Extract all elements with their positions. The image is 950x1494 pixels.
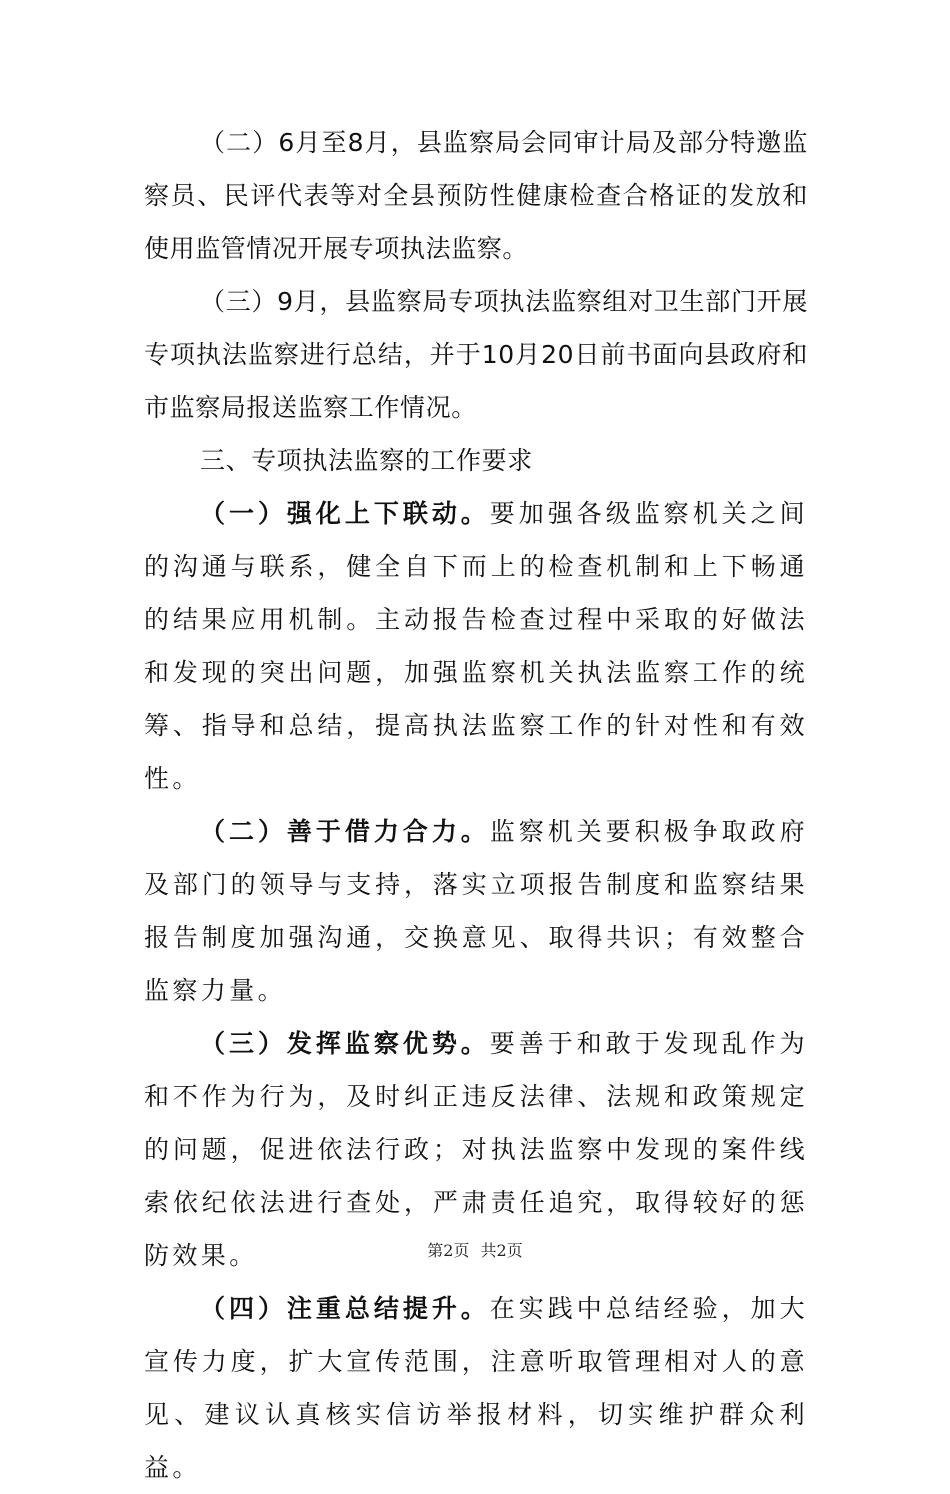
- requirement-text: 要加强各级监察机关之间的沟通与联系，健全自下而上的检查机制和上下畅通的结果应用机制。主动报告检查过程中采取的好做法和发现的突出问题，加强监察机关执法监察工作的统筹、指导和总结，提高执法监察工作的针对性和有效性。: [144, 499, 808, 793]
- requirement-text: 要善于和敢于发现乱作为和不作为行为，及时纠正违反法律、法规和政策规定的问题，促进依法行政；对执法监察中发现的案件线索依纪依法进行查处，严肃责任追究，取得较好的惩防效果。: [144, 1029, 808, 1270]
- paragraph-text: （二）6月至8月，县监察局会同审计局及部分特邀监察员、民评代表等对全县预防性健康检查合格证的发放和使用监管情况开展专项执法监察。: [144, 128, 808, 263]
- document-body: [144, 116, 808, 1494]
- requirement-heading: （一）强化上下联动。: [200, 499, 490, 528]
- requirement-4: [144, 1282, 808, 1494]
- page-footer: [0, 1238, 950, 1261]
- requirement-2: [144, 805, 808, 1017]
- paragraph-schedule-2: [144, 116, 808, 275]
- requirement-heading: （四）注重总结提升。: [200, 1294, 490, 1323]
- section-title: 三、专项执法监察的工作要求: [200, 446, 533, 475]
- paragraph-text: （三）9月，县监察局专项执法监察组对卫生部门开展专项执法监察进行总结，并于10月20日前书面向县政府和市监察局报送监察工作情况。: [144, 287, 808, 422]
- requirement-text: 在实践中总结经验，加大宣传力度，扩大宣传范围，注意听取管理相对人的意见、建议认真核实信访举报材料，切实维护群众利益。: [144, 1294, 808, 1482]
- page-number: 第2页: [427, 1241, 470, 1260]
- requirement-text: 监察机关要积极争取政府及部门的领导与支持，落实立项报告制度和监察结果报告制度加强沟通，交换意见、取得共识；有效整合监察力量。: [144, 817, 808, 1005]
- requirement-heading: （三）发挥监察优势。: [200, 1029, 490, 1058]
- paragraph-schedule-3: [144, 275, 808, 434]
- page-total: 共2页: [480, 1241, 523, 1260]
- requirement-heading: （二）善于借力合力。: [200, 817, 490, 846]
- requirement-1: [144, 487, 808, 805]
